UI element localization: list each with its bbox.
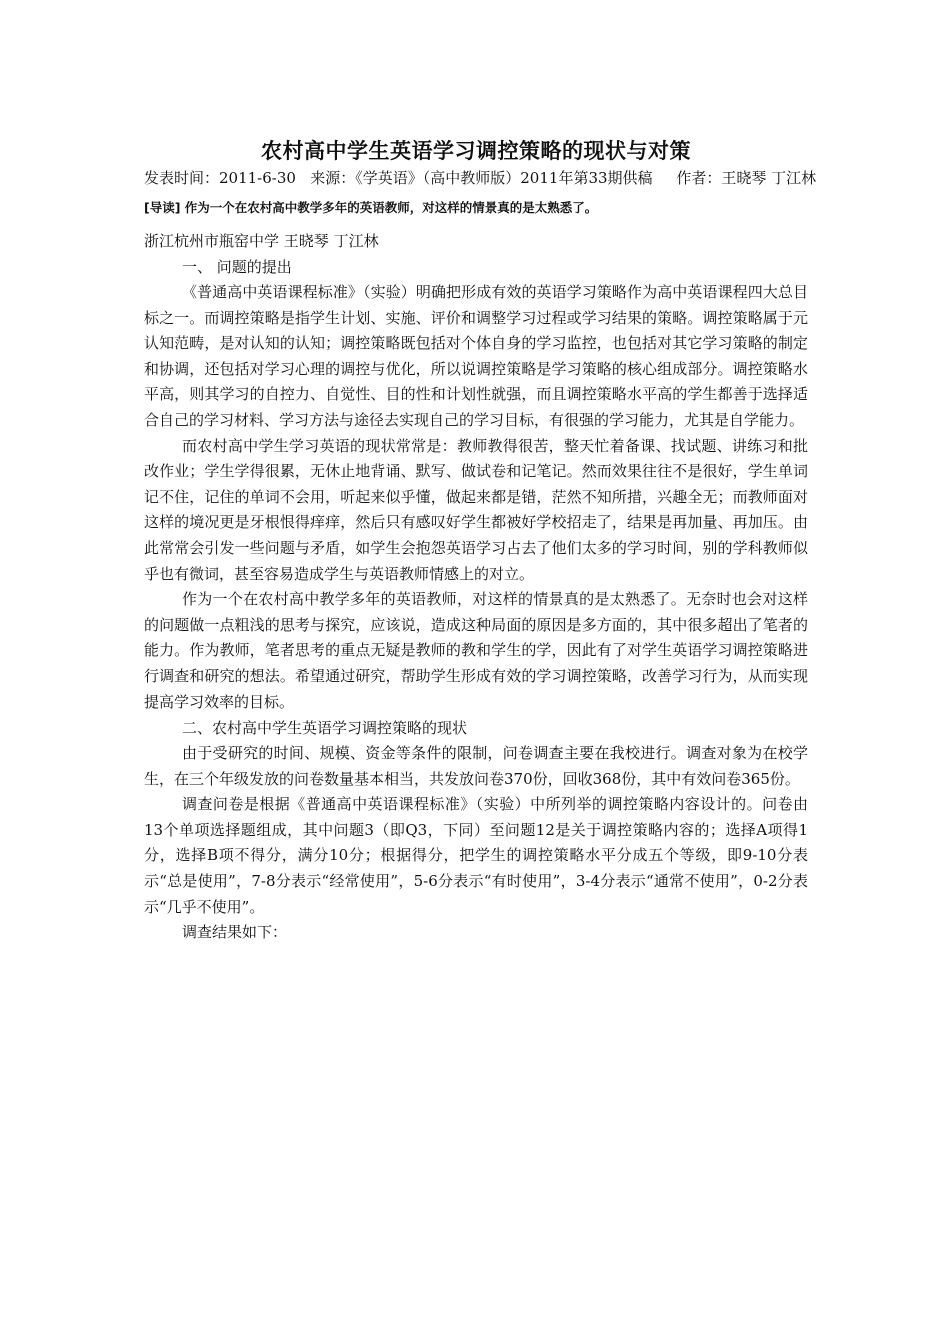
- byline-authors: 王晓琴 丁江林: [283, 232, 379, 250]
- paragraph: 作为一个在农村高中教学多年的英语教师，对这样的情景真的是太熟悉了。无奈时也会对这样的问题做一点粗浅的思考与探究，应该说，造成这种局面的原因是多方面的，其中很多超出了笔者的能力。作为教师，笔者思考的重点无疑是教师的教和学生的学，因此有了对学生英语学习调控策略进行调查和研究的想法。希望通过研究，帮助学生形成有效的学习调控策略，改善学习行为，从而实现提高学习效率的目标。: [144, 590, 808, 711]
- paragraph: 由于受研究的时间、规模、资金等条件的限制，问卷调查主要在我校进行。调查对象为在校学生，在三个年级发放的问卷数量基本相当，共发放问卷370份，回收368份，其中有效问卷365份。: [144, 744, 808, 788]
- article-title: 农村高中学生英语学习调控策略的现状与对策: [261, 139, 691, 163]
- publish-source: 来源：《学英语》（高中教师版）2011年第33期供稿: [310, 169, 653, 187]
- paragraph: 调查问卷是根据《普通高中英语课程标准》（实验）中所列举的调控策略内容设计的。问卷由13个单项选择题组成，其中问题3（即Q3，下同）至问题12是关于调控策略内容的；选择A项得1分，选择B项不得分，满分10分；根据得分，把学生的调控策略水平分成五个等级，即9-10分表示“总是使用”，7-8分表示“经常使用”，5-6分表示“有时使用”，3-4分表示“通常不使用”，0-2分表示“几乎不使用”。: [144, 795, 808, 916]
- intro-summary: [144, 198, 808, 218]
- article-meta: [144, 166, 817, 190]
- section-2: [144, 715, 808, 946]
- paragraph: 《普通高中英语课程标准》（实验）明确把形成有效的英语学习策略作为高中英语课程四大总目标之一。而调控策略是指学生计划、实施、评价和调整学习过程或学习结果的策略。调控策略属于元认知范畴，是对认知的认知；调控策略既包括对个体自身的学习监控，也包括对其它学习策略的制定和协调，还包括对学习心理的调控与优化，所以说调控策略是学习策略的核心组成部分。调控策略水平高，则其学习的自控力、自觉性、目的性和计划性就强，而且调控策略水平高的学生都善于选择适合自己的学习材料、学习方法与途径去实现自己的学习目标，有很强的学习能力，尤其是自学能力。: [144, 283, 808, 429]
- document-page: [144, 136, 817, 946]
- author-byline: [144, 228, 808, 254]
- section-heading: 一、 问题的提出: [182, 258, 292, 276]
- article-author: 作者：王晓琴 丁江林: [676, 169, 817, 187]
- publish-date: 发表时间：2011-6-30: [144, 169, 296, 187]
- section-1: [144, 254, 808, 715]
- section-heading: 二、农村高中学生英语学习调控策略的现状: [182, 719, 468, 738]
- paragraph: 调查结果如下：: [182, 923, 288, 942]
- intro-label: [导读]: [144, 200, 181, 215]
- byline-school: 浙江杭州市瓶窑中学: [144, 232, 280, 250]
- paragraph: 而农村高中学生学习英语的现状常常是：教师教得很苦，整天忙着备课、找试题、讲练习和批改作业；学生学得很累，无休止地背诵、默写、做试卷和记笔记。然而效果往往不是很好，学生单词记不住，记住的单词不会用，听起来似乎懂，做起来都是错，茫然不知所措，兴趣全无；而教师面对这样的境况更是牙根恨得痒痒，然后只有感叹好学生都被好学校招走了，结果是再加量、再加压。由此常常会引发一些问题与矛盾，如学生会抱怨英语学习占去了他们太多的学习时间，别的学科教师似乎也有微词，甚至容易造成学生与英语教师情感上的对立。: [144, 436, 808, 583]
- intro-text: 作为一个在农村高中教学多年的英语教师，对这样的情景真的是太熟悉了。: [184, 200, 598, 215]
